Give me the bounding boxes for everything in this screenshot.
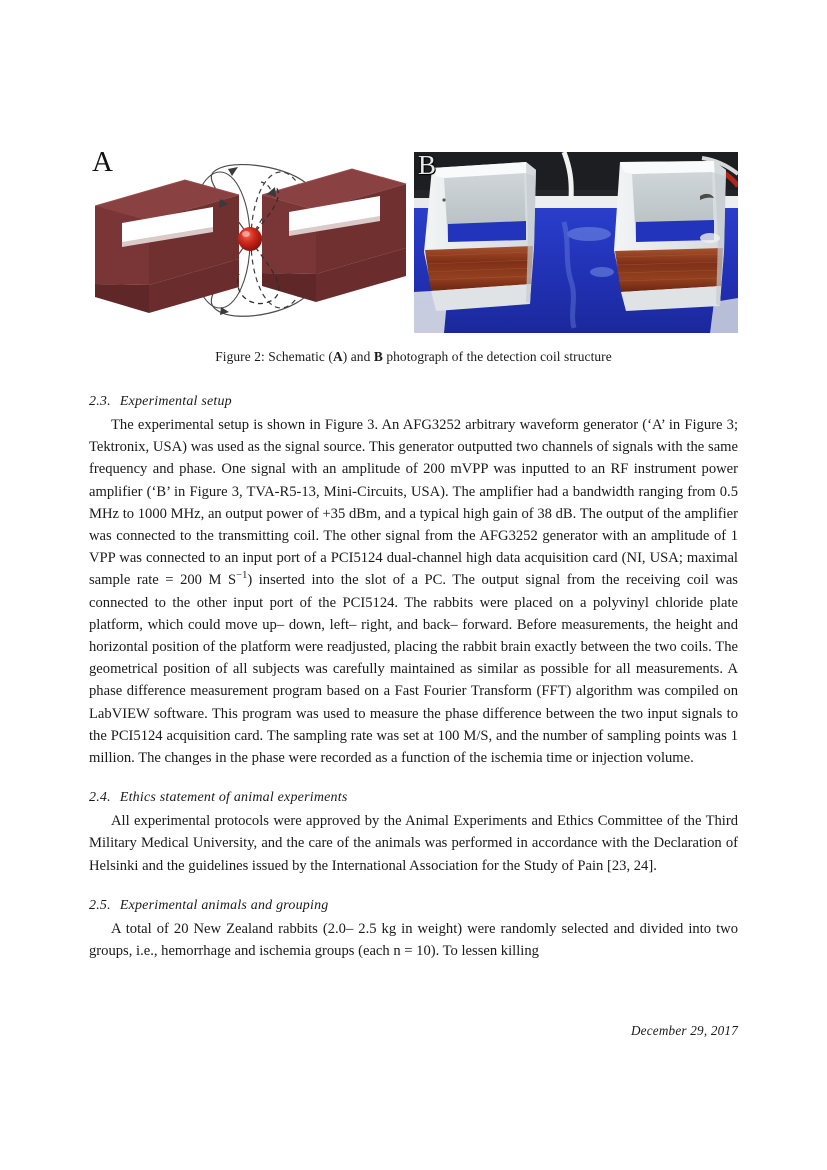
panel-b-letter: B [418,152,437,180]
section-title-2-3: Experimental setup [119,394,232,409]
photo-left-coil [424,162,536,311]
section-gap-1 [89,769,738,790]
caption-mid: ) and [342,349,374,364]
section-heading-2-5 [89,898,738,914]
section-heading-2-3 [89,394,738,410]
paragraph-2-3-part1: The experimental setup is shown in Figure 3. An AFG3252 arbitrary waveform generator (‘A’ in Figure 3; Tektronix, USA) was used as the signal source. This generator outputted two channels of signals with the same frequency and phase. One signal with an amplitude of 200 mVPP was inputted to an RF instrument power amplifier (‘B’ in Figure 3, TVA-R5-13, Mini-Circuits, USA). The amplifier had a bandwidth ranging from 0.5 MHz to 1000 MHz, an output power of +35 dBm, and a typical high gain of 38 dB. The output of the amplifier was connected to the transmitting coil. The other signal from the AFG3252 generator with an amplitude of 1 VPP was connected to an input port of a PCI5124 dual-channel high data acquisition card (NI, USA; maximal sample rate = 200 M S [89,417,738,589]
section-heading-2-4 [89,790,738,806]
footer-date: December 29, 2017 [630,1023,738,1038]
coil-photograph [414,152,738,333]
paragraph-2-4: All experimental protocols were approved by the Animal Experiments and Ethics Committee of the Third Military Medical University, and the care of the animals was performed in accordance with the Declaration of Helsinki and the guidelines issued by the International Association for the Study of Pain [23, 24]. [89,813,738,874]
caption-suffix: photograph of the detection coil structure [382,349,612,364]
figure-2-panel-a-schematic [89,146,411,333]
figure-2-caption [89,349,738,365]
section-number-2-5: 2.5. [89,897,111,913]
article-body [89,394,738,962]
paragraph-2-5: A total of 20 New Zealand rabbits (2.0– 2.5 kg in weight) were randomly selected and divided into two groups, i.e., hemorrhage and ischemia groups (each n = 10). To lessen killing [89,920,738,960]
figure-2-panels [89,146,738,333]
photo-right-coil [614,161,726,311]
panel-a-letter: A [92,146,113,178]
paragraph-2-3-part2: ) inserted into the slot of a PC. The output signal from the receiving coil was connected to the other input port of the PCI5124. The rabbits were placed on a polyvinyl chloride plate platform, which could move up– down, left– right, and back– forward. Before measurements, the height and horizontal position of the platform were readjusted, placing the rabbit brain exactly between the two coils. The geometrical position of all subjects was carefully maintained as similar as possible for all measurements. A phase difference measurement program based on a Fast Fourier Transform (FFT) algorithm was compiled on LabVIEW software. This program was used to measure the phase difference between the two input signals to the PCI5124 acquisition card. The sampling rate was set at 100 M/S, and the number of sampling points was 1 million. The changes in the phase were recorded as a function of the ischemia time or injection volume. [89,572,738,767]
figure-2 [89,146,738,365]
caption-label-a: A [332,349,343,364]
section-number-2-4: 2.4. [89,790,111,806]
section-number-2-3: 2.3. [89,394,111,409]
superscript-minus-one: −1 [236,570,248,582]
caption-prefix: Figure 2: Schematic ( [215,349,333,364]
left-coil-frame [95,180,239,313]
section-title-2-4: Ethics statement of animal experiments [119,790,348,806]
section-title-2-5: Experimental animals and grouping [119,897,329,913]
figure-2-panel-b-photograph [414,152,738,333]
centre-sphere [238,227,262,251]
coil-schematic-drawing [89,146,411,333]
caption-label-b: B [373,349,383,364]
paragraph-2-3 [89,414,738,769]
section-gap-2 [89,877,738,898]
right-coil-frame [262,169,406,302]
